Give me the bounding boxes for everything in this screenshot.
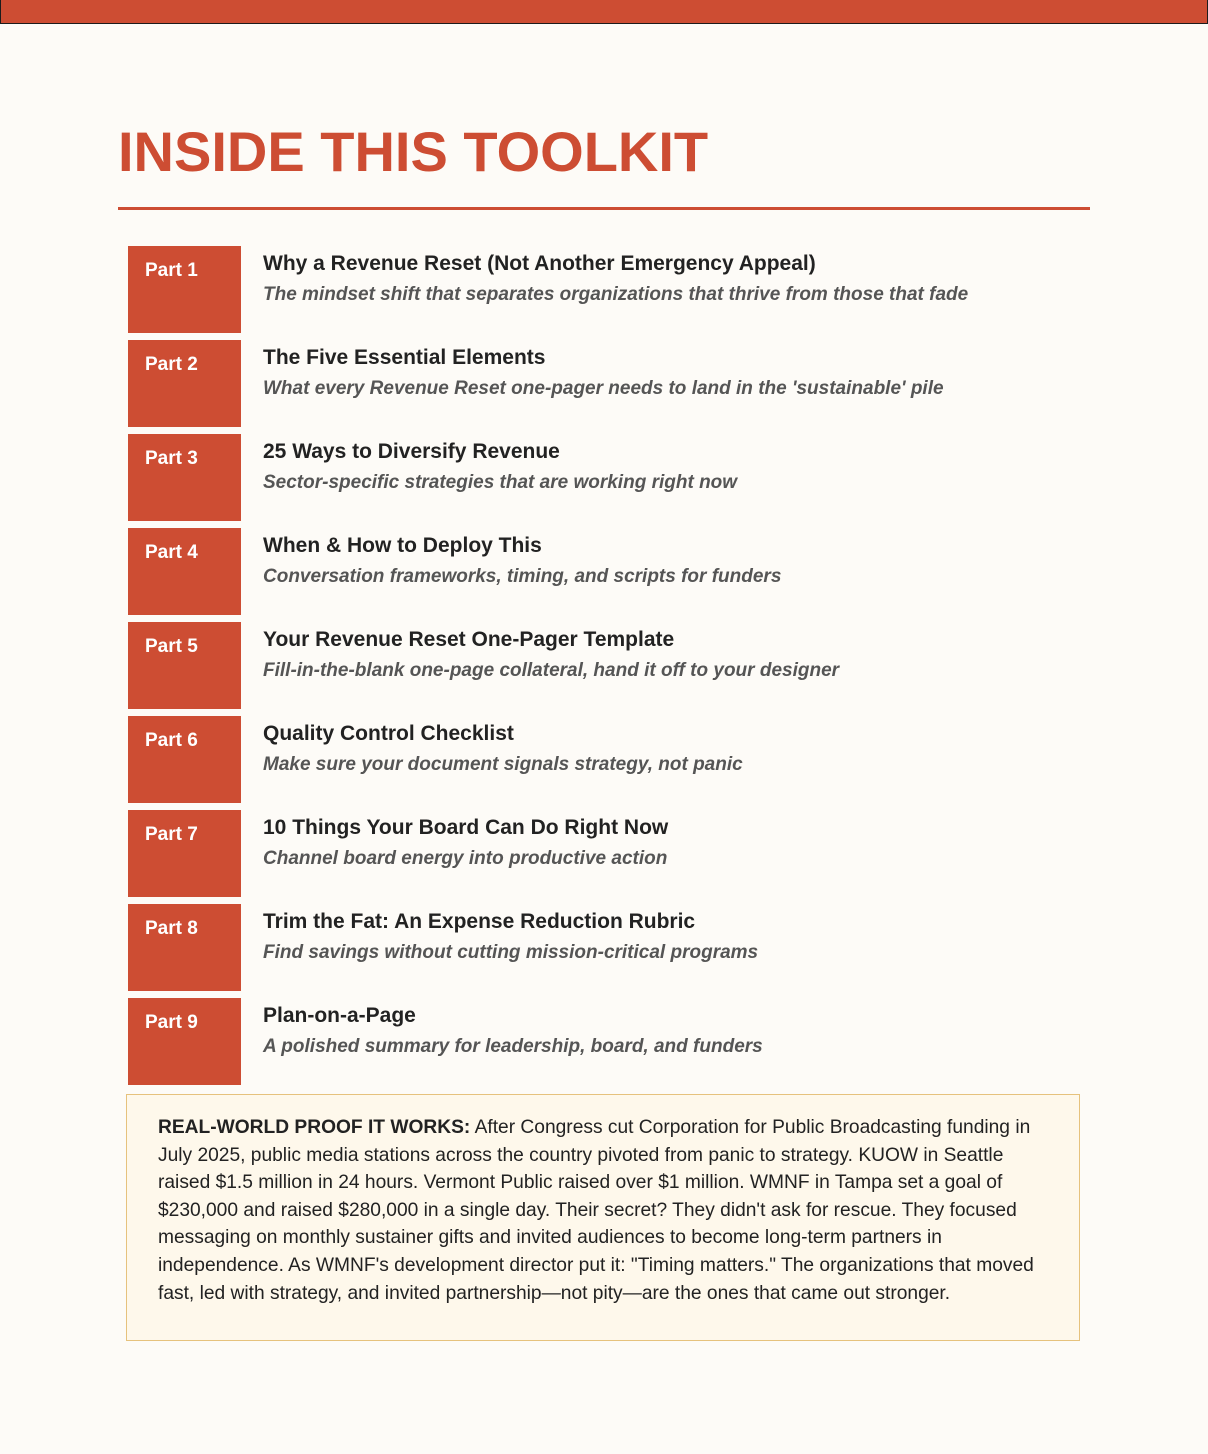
part-subtitle: What every Revenue Reset one-pager needs to land in the 'sustainable' pile xyxy=(263,378,944,399)
proof-paragraph xyxy=(158,1114,1058,1307)
part-row-1 xyxy=(128,246,1088,333)
part-badge-label: Part 7 xyxy=(145,824,198,845)
part-badge xyxy=(128,622,241,709)
part-row-8 xyxy=(128,904,1088,991)
part-badge xyxy=(128,340,241,427)
part-badge-label: Part 3 xyxy=(145,448,198,469)
part-badge xyxy=(128,246,241,333)
proof-callout xyxy=(126,1094,1080,1341)
proof-body: After Congress cut Corporation for Public Broadcasting funding in July 2025, public media stations across the country pivoted from panic to strategy. KUOW in Seattle raised $1.5 million in 24 hours. Vermont Public raised over $1 million. WMNF in Tampa set a goal of $230,000 and raised $280,000 in a single day. Their secret? They didn't ask for rescue. They focused messaging on monthly sustainer gifts and invited audiences to become long-term partners in independence. As WMNF's development director put it: "Timing matters." The organizations that moved fast, led with strategy, and invited partnership—not pity—are the ones that came out stronger. xyxy=(158,1117,1034,1304)
part-badge xyxy=(128,810,241,897)
part-title: When & How to Deploy This xyxy=(263,534,542,557)
parts-list xyxy=(128,246,1088,1092)
part-badge xyxy=(128,998,241,1085)
part-badge xyxy=(128,716,241,803)
part-row-5 xyxy=(128,622,1088,709)
part-badge xyxy=(128,904,241,991)
part-subtitle: A polished summary for leadership, board, and funders xyxy=(263,1036,763,1057)
part-subtitle: Sector-specific strategies that are working right now xyxy=(263,472,738,493)
part-badge xyxy=(128,528,241,615)
part-badge-label: Part 6 xyxy=(145,730,198,751)
part-row-9 xyxy=(128,998,1088,1085)
part-row-3 xyxy=(128,434,1088,521)
part-row-6 xyxy=(128,716,1088,803)
part-subtitle: Fill-in-the-blank one-page collateral, hand it off to your designer xyxy=(263,660,840,681)
top-accent-bar xyxy=(0,0,1208,24)
part-title: The Five Essential Elements xyxy=(263,346,546,369)
title-divider xyxy=(118,207,1090,210)
part-title: Trim the Fat: An Expense Reduction Rubric xyxy=(263,910,696,933)
part-title: 25 Ways to Diversify Revenue xyxy=(263,440,560,463)
page-title: INSIDE THIS TOOLKIT xyxy=(118,120,709,183)
proof-label: REAL-WORLD PROOF IT WORKS: xyxy=(158,1117,471,1138)
part-row-7 xyxy=(128,810,1088,897)
part-subtitle: Find savings without cutting mission-critical programs xyxy=(263,942,759,963)
part-badge-label: Part 4 xyxy=(145,542,198,563)
part-row-2 xyxy=(128,340,1088,427)
part-subtitle: Channel board energy into productive action xyxy=(263,848,668,869)
part-badge-label: Part 9 xyxy=(145,1012,198,1033)
part-row-4 xyxy=(128,528,1088,615)
part-subtitle: Make sure your document signals strategy, not panic xyxy=(263,754,743,775)
part-badge-label: Part 8 xyxy=(145,918,198,939)
part-title: Your Revenue Reset One-Pager Template xyxy=(263,628,675,651)
part-badge xyxy=(128,434,241,521)
part-badge-label: Part 1 xyxy=(145,260,198,281)
part-title: 10 Things Your Board Can Do Right Now xyxy=(263,816,669,839)
part-subtitle: Conversation frameworks, timing, and scripts for funders xyxy=(263,566,782,587)
part-subtitle: The mindset shift that separates organizations that thrive from those that fade xyxy=(263,284,969,305)
part-title: Plan-on-a-Page xyxy=(263,1004,416,1027)
part-title: Quality Control Checklist xyxy=(263,722,514,745)
part-badge-label: Part 5 xyxy=(145,636,198,657)
part-badge-label: Part 2 xyxy=(145,354,198,375)
part-title: Why a Revenue Reset (Not Another Emergency Appeal) xyxy=(263,252,816,275)
